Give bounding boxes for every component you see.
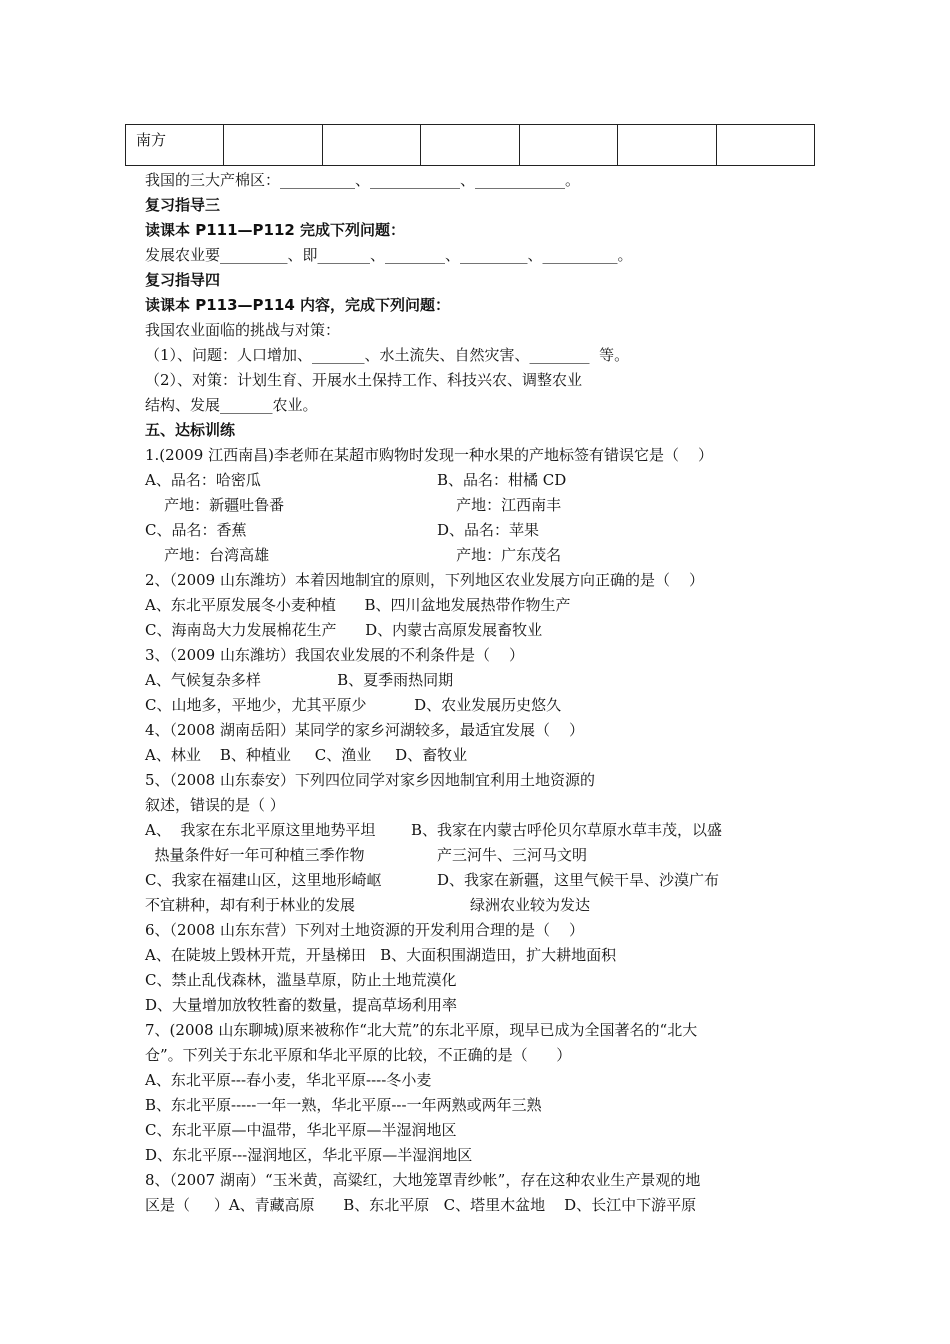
option-d: D、东北平原---湿润地区，华北平原—半湿润地区 xyxy=(145,1146,473,1164)
option-b: B、东北平原-----一年一熟，华北平原---一年两熟或两年三熟 xyxy=(145,1096,542,1114)
option-a: A、东北平原---春小麦，华北平原----冬小麦 xyxy=(145,1071,432,1089)
options-ab: A、东北平原发展冬小麦种植 B、四川盆地发展热带作物生产 xyxy=(145,596,571,614)
question-6: 6、（2008 山东东营）下列对土地资源的开发利用合理的是（ ） xyxy=(145,921,585,939)
question-2: 2、（2009 山东潍坊）本着因地制宜的原则，下列地区农业发展方向正确的是（ ） xyxy=(145,571,705,589)
instruction-line: 读课本 P113—P114 内容，完成下列问题： xyxy=(145,296,451,314)
section-heading-practice: 五、达标训练 xyxy=(145,421,236,439)
question-5-continued: 叙述，错误的是（ ） xyxy=(145,796,285,814)
text-line: 我国农业面临的挑战与对策： xyxy=(145,321,341,339)
question-8-options: 区是（ ）A、青藏高原 B、东北平原 C、塔里木盆地 D、长江中下游平原 xyxy=(145,1196,697,1214)
cotton-region-table xyxy=(125,124,815,166)
table-cell xyxy=(716,125,814,166)
option-d-continued: 绿洲农业较为发达 xyxy=(470,896,591,914)
option-a: A、品名：哈密瓜 xyxy=(145,471,261,489)
options-ab: A、在陡坡上毁林开荒，开垦梯田 B、大面积围湖造田，扩大耕地面积 xyxy=(145,946,617,964)
question-8: 8、（2007 湖南）“玉米黄，高粱红，大地笼罩青纱帐”，存在这种农业生产景观的地 xyxy=(145,1171,701,1189)
text-line: （2）、对策：计划生育、开展水土保持工作、科技兴农、调整农业 xyxy=(145,371,583,389)
table-row xyxy=(126,125,815,166)
option-d: D、大量增加放牧牲畜的数量，提高草场利用率 xyxy=(145,996,458,1014)
question-3: 3、（2009 山东潍坊）我国农业发展的不利条件是（ ） xyxy=(145,646,525,664)
table-cell xyxy=(322,125,420,166)
option-d: D、品名：苹果 xyxy=(437,521,540,539)
agriculture-development-question: 发展农业要_________、即_______、________、_________、__________。 xyxy=(145,246,633,264)
option-d-origin: 产地：广东茂名 xyxy=(437,546,562,564)
options-ab: A、气候复杂多样 B、夏季雨热同期 xyxy=(145,671,454,689)
option-a-origin: 产地：新疆吐鲁番 xyxy=(145,496,285,514)
option-c: C、东北平原—中温带，华北平原—半湿润地区 xyxy=(145,1121,457,1139)
question-7: 7、(2008 山东聊城)原来被称作“北大荒”的东北平原，现早已成为全国著名的“北大 xyxy=(145,1021,698,1039)
table-cell xyxy=(224,125,322,166)
table-cell-region: 南方 xyxy=(126,125,224,166)
option-a-continued: 热量条件好一年可种植三季作物 xyxy=(145,846,365,864)
option-b: B、品名：柑橘 CD xyxy=(437,471,567,489)
options-cd: C、山地多，平地少，尤其平原少 D、农业发展历史悠久 xyxy=(145,696,562,714)
option-a: A、 我家在东北平原这里地势平坦 xyxy=(145,821,376,839)
cotton-regions-question: 我国的三大产棉区：__________、____________、____________。 xyxy=(145,171,581,189)
options-abcd: A、林业 B、种植业 C、渔业 D、畜牧业 xyxy=(145,746,468,764)
table-cell xyxy=(519,125,617,166)
text-line: （1）、问题：人口增加、_______、水土流失、自然灾害、________ 等。 xyxy=(145,346,630,364)
question-5: 5、（2008 山东泰安）下列四位同学对家乡因地制宜利用土地资源的 xyxy=(145,771,595,789)
option-b-continued: 产三河牛、三河马文明 xyxy=(437,846,588,864)
options-cd: C、海南岛大力发展棉花生产 D、内蒙古高原发展畜牧业 xyxy=(145,621,543,639)
section-heading-review-4: 复习指导四 xyxy=(145,271,221,289)
table-cell xyxy=(421,125,519,166)
question-1: 1.(2009 江西南昌)李老师在某超市购物时发现一种水果的产地标签有错误它是（ ） xyxy=(145,446,714,464)
option-b-origin: 产地：江西南丰 xyxy=(437,496,562,514)
option-c: C、品名：香蕉 xyxy=(145,521,247,539)
option-d: D、我家在新疆，这里气候干旱、沙漠广布 xyxy=(437,871,720,889)
option-c-origin: 产地：台湾高雄 xyxy=(145,546,270,564)
option-c: C、我家在福建山区，这里地形崎岖 xyxy=(145,871,382,889)
option-c: C、禁止乱伐森林，滥垦草原，防止土地荒漠化 xyxy=(145,971,457,989)
table-cell xyxy=(618,125,716,166)
option-c-continued: 不宜耕种，却有利于林业的发展 xyxy=(145,896,356,914)
question-7-continued: 仓”。下列关于东北平原和华北平原的比较，不正确的是（ ） xyxy=(145,1046,572,1064)
text-line: 结构、发展_______农业。 xyxy=(145,396,318,414)
option-b: B、我家在内蒙古呼伦贝尔草原水草丰茂，以盛 xyxy=(411,821,723,839)
question-4: 4、（2008 湖南岳阳）某同学的家乡河湖较多，最适宜发展（ ） xyxy=(145,721,585,739)
instruction-line: 读课本 P111—P112 完成下列问题： xyxy=(145,221,406,239)
section-heading-review-3: 复习指导三 xyxy=(145,196,221,214)
